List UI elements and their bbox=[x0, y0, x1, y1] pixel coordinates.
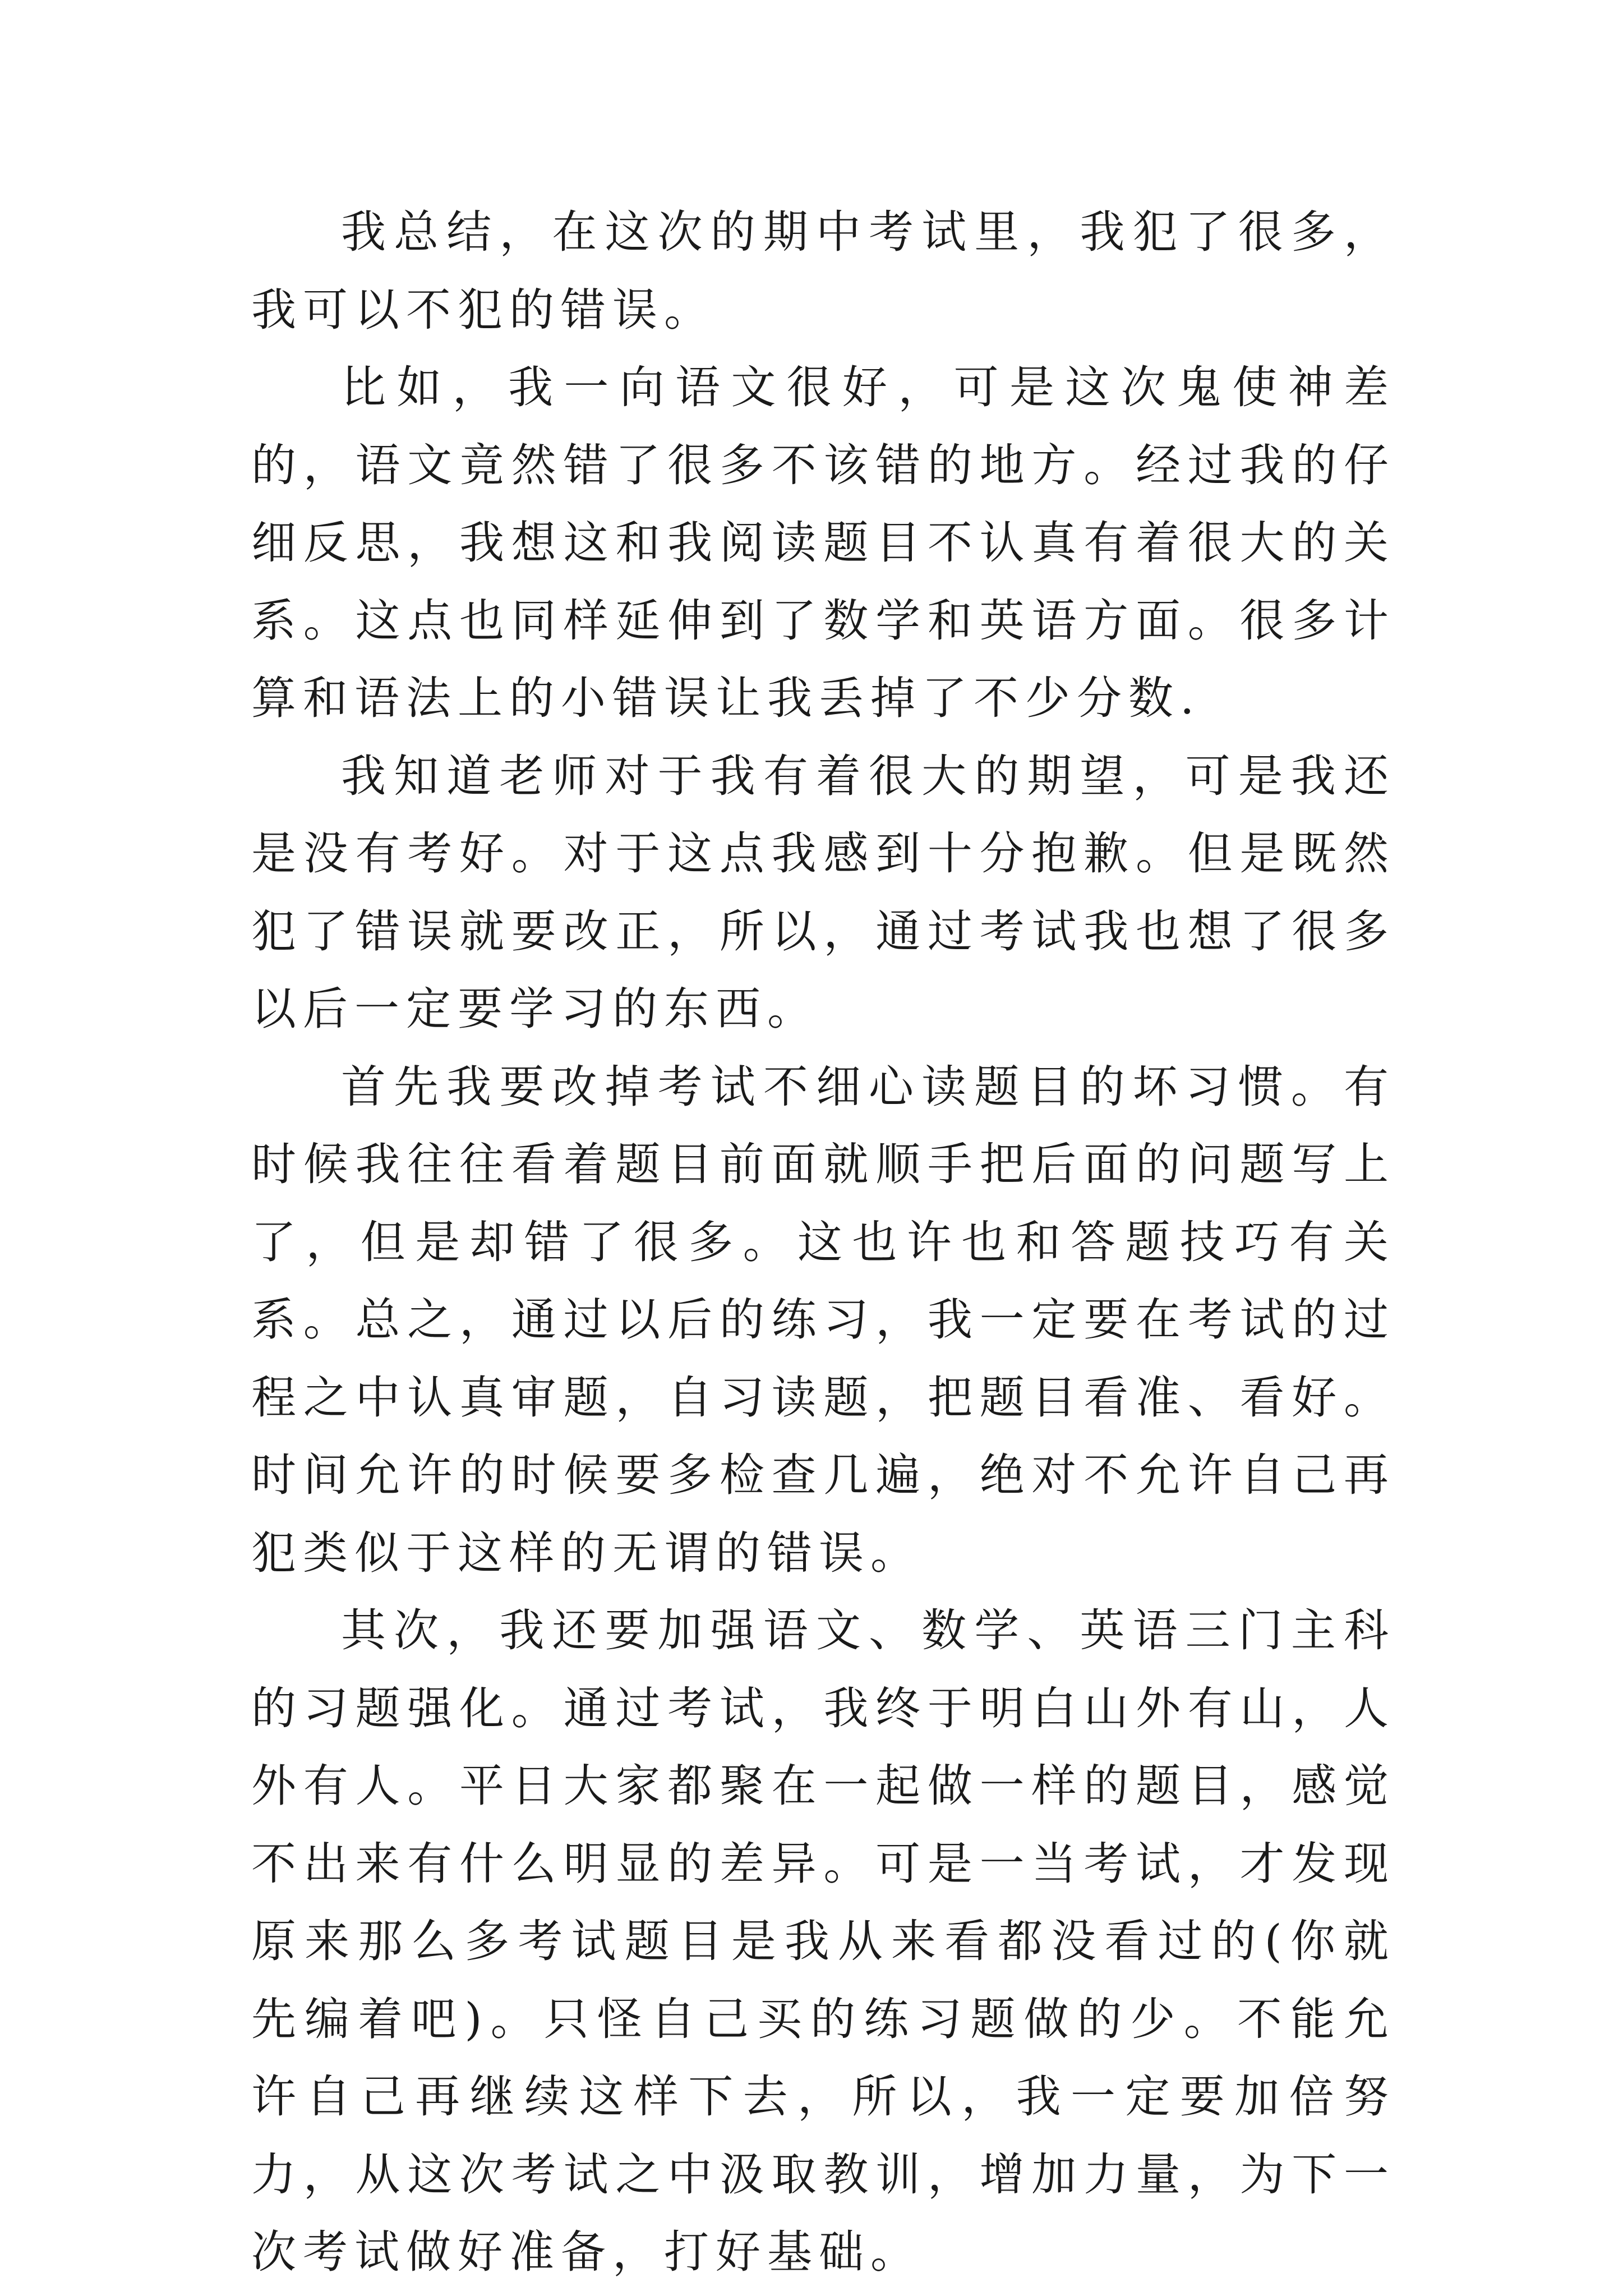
paragraph-1: 我总结，在这次的期中考试里，我犯了很多，我可以不犯的错误。 bbox=[251, 206, 1395, 336]
paragraph-5: 其次，我还要加强语文、数学、英语三门主科的习题强化。通过考试，我终于明白山外有山，人外有人。平日大家都聚在一起做一样的题目，感觉不出来有什么明显的差异。可是一当考试，才发现原来那么多考试题目是我从来看都没看过的(你就先编着吧)。只怪自己买的练习题做的少。不能允许自己再继续这样下去，所以，我一定要加倍努力，从这次考试之中汲取教训，增加力量，为下一次考试做好准备，打好基础。 bbox=[251, 1604, 1395, 2278]
paragraph-3: 我知道老师对于我有着很大的期望，可是我还是没有考好。对于这点我感到十分抱歉。但是既然犯了错误就要改正，所以，通过考试我也想了很多以后一定要学习的东西。 bbox=[251, 749, 1395, 1035]
document-body bbox=[251, 194, 1395, 2292]
paragraph-2: 比如，我一向语文很好，可是这次鬼使神差的，语文竟然错了很多不该错的地方。经过我的仔细反思，我想这和我阅读题目不认真有着很大的关系。这点也同样延伸到了数学和英语方面。很多计算和语法上的小错误让我丢掉了不少分数. bbox=[251, 361, 1395, 724]
paragraph-4: 首先我要改掉考试不细心读题目的坏习惯。有时候我往往看着题目前面就顺手把后面的问题写上了，但是却错了很多。这也许也和答题技巧有关系。总之，通过以后的练习，我一定要在考试的过程之中认真审题，自习读题，把题目看准、看好。时间允许的时候要多检查几遍，绝对不允许自己再犯类似于这样的无谓的错误。 bbox=[251, 1060, 1395, 1579]
